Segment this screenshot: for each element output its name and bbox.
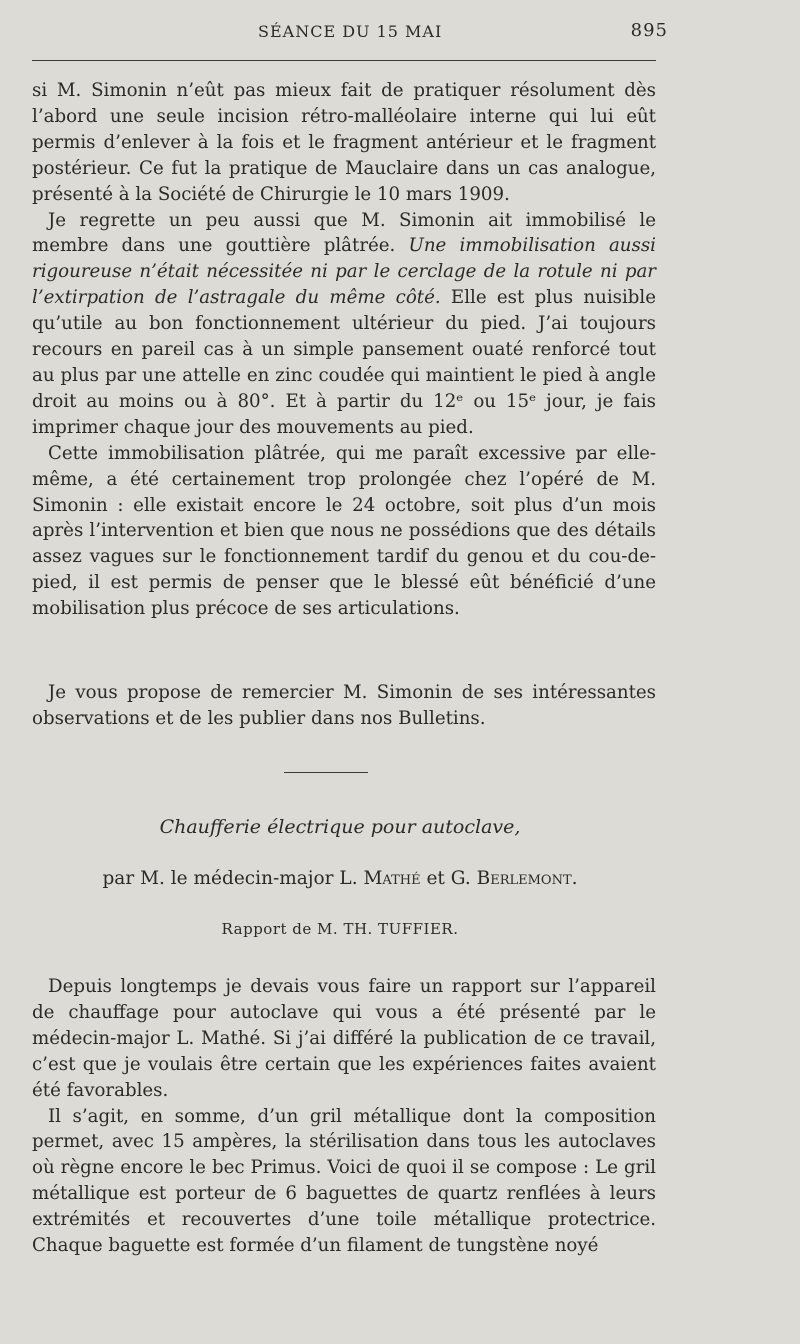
italic-emphasis: Une immobilisation aussi rigoureuse n’était nécessitée ni par le cerclage de la rotule ni par l’extirpation de l’astragale du même côté. [32, 235, 656, 309]
paragraph-gril: Il s’agit, en somme, d’un gril métallique dont la composition permet, avec 15 ampères, la stérilisation dans tous les autoclaves où règne encore le bec Primus. Voici de quoi il se compose : Le gril métallique est porteur de 6 baguettes de quartz renflées à leurs extrémités et recouvertes d’une toile métallique protectrice. Chaque baguette est formée d’un filament de tungstène noyé [32, 1105, 656, 1257]
paragraph-conclusion: Je vous propose de remercier M. Simonin de ses intéressantes observations et de les publier dans nos Bulletins. [32, 682, 656, 729]
body-text-conclusion [32, 680, 656, 732]
section-divider [284, 772, 368, 773]
paragraph-immobilisation: Je regrette un peu aussi que M. Simonin ait immobilisé le membre dans une gouttière plâtrée. Une immobilisation aussi rigoureuse n’était nécessitée ni par le cerclage de la rotule ni par l’extirpation de l’astragale du même côté. Elle est plus nuisible qu’utile au bon fonctionnement ultérieur du pied. J’ai toujours recours en pareil cas à un simple pansement ouaté renforcé tout au plus par une attelle en zinc coudée qui maintient le pied à angle droit au moins ou à 80°. Et à partir du 12ᵉ ou 15ᵉ jour, je fais imprimer chaque jour des mouvements au pied. [32, 209, 657, 438]
header-rule [32, 60, 656, 61]
page-number: 895 [630, 20, 668, 41]
author-name: Mathé [363, 868, 421, 889]
paragraph-continued: si M. Simonin n’eût pas mieux fait de pratiquer résolument dès l’abord une seule incision rétro-malléolaire interne qui lui eût permis d’enlever à la fois et le fragment antérieur et le fragment postérieur. Ce fut la pratique de Mauclaire dans un cas analogue, présenté à la Société de Chirurgie le 10 mars 1909. [32, 80, 656, 205]
paragraph-rapport: Depuis longtemps je devais vous faire un rapport sur l’appareil de chauffage pour autoclave qui vous a été présenté par le médecin-major L. Mathé. Si j’ai différé la publication de ce travail, c’est que je voulais être certain que les expériences faites avaient été favorables. [32, 976, 656, 1101]
running-title: SÉANCE DU 15 MAI [258, 22, 443, 41]
article-authors: par M. le médecin-major L. Mathé et G. Berlemont. [102, 868, 578, 889]
article-title: Chaufferie électrique pour autoclave, [159, 816, 521, 838]
running-head [32, 18, 668, 46]
author-name: Berlemont [476, 868, 572, 889]
paragraph-platre: Cette immobilisation plâtrée, qui me paraît excessive par elle-même, a été certainement trop prolongée chez l’opéré de M. Simonin : elle existait encore le 24 octobre, soit plus d’un mois après l’intervention et bien que nous ne possédions que des détails assez vagues sur le fonctionnement tardif du genou et du cou-de-pied, il est permis de penser que le blessé eût bénéficié d’une mobilisation plus précoce de ses articulations. [32, 442, 656, 620]
report-byline: Rapport de M. TH. TUFFIER. [221, 920, 459, 938]
body-text-upper [32, 78, 656, 622]
body-text-lower [32, 974, 656, 1259]
